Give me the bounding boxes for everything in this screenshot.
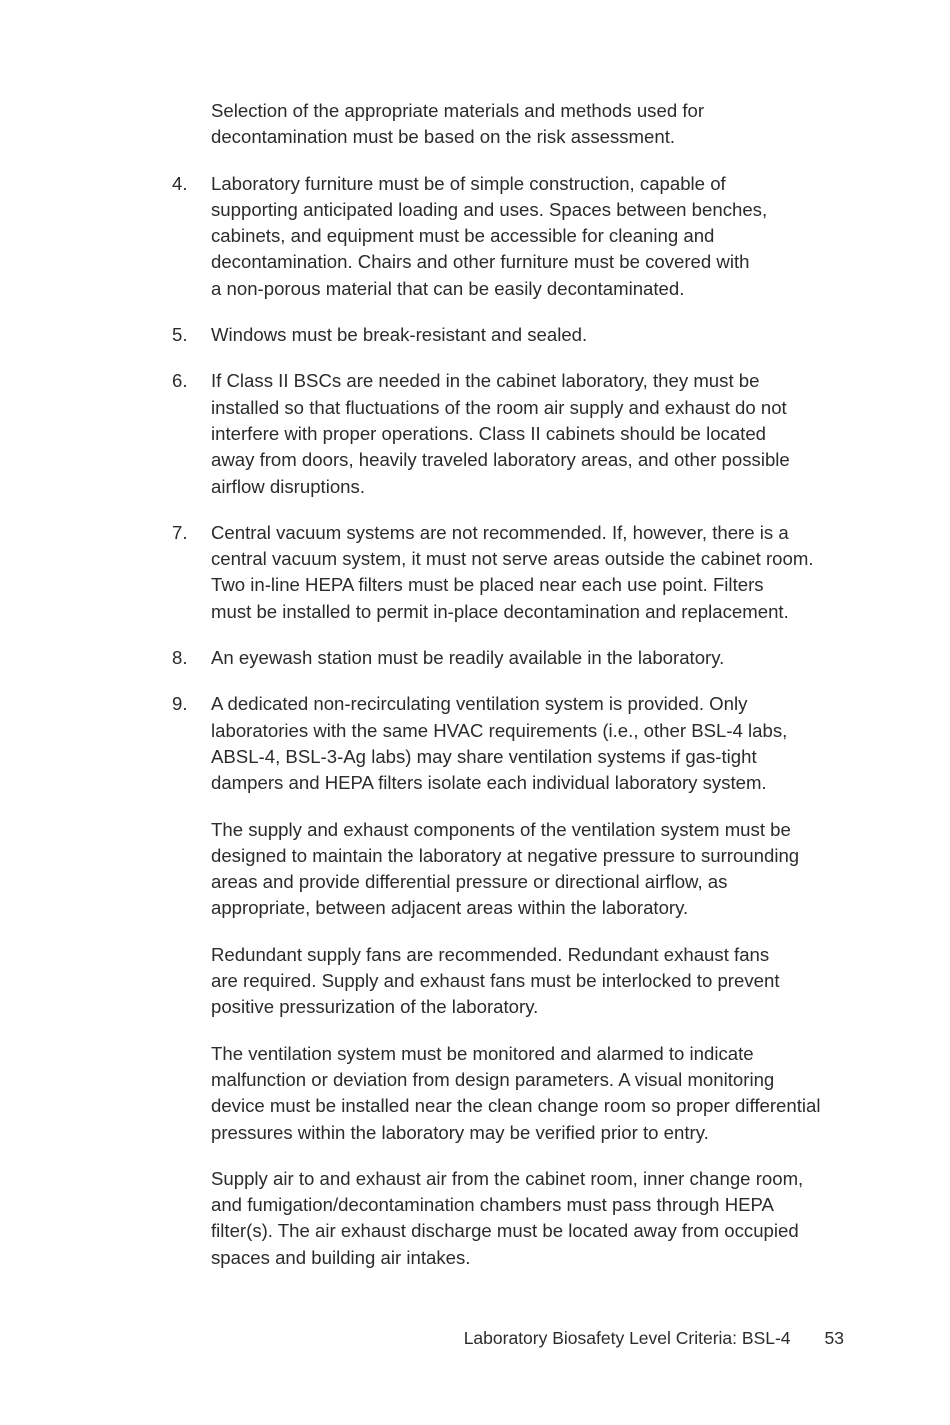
ventilation-pressure-paragraph: The supply and exhaust components of the ventilation system must be designed to maintain the laboratory at negative pressure to surrounding areas and provide differential pressure or directional airflow, as appropriate, between adjacent areas within the laboratory. xyxy=(211,818,800,919)
list-item-5 xyxy=(172,322,872,348)
list-item-text: A dedicated non-recirculating ventilation system is provided. Only laboratories with the same HVAC requirements (i.e., other BSL-4 labs, ABSL-4, BSL-3-Ag labs) may share ventilation systems if gas-tight dampers and HEPA filters isolate each individual laboratory system. xyxy=(211,693,788,794)
page-footer xyxy=(464,1326,844,1350)
list-item-9 xyxy=(172,691,872,796)
list-item-text: Windows must be break-resistant and sealed. xyxy=(211,324,588,346)
list-item-6 xyxy=(172,368,872,499)
list-item-number: 8. xyxy=(172,647,188,669)
list-item-text: An eyewash station must be readily available in the laboratory. xyxy=(211,647,725,669)
monitoring-alarm-paragraph: The ventilation system must be monitored and alarmed to indicate malfunction or deviation from design parameters. A visual monitoring device must be installed near the clean change room so proper differential pressures within the laboratory may be verified prior to entry. xyxy=(211,1042,821,1143)
list-item-text: Central vacuum systems are not recommended. If, however, there is a central vacuum system, it must not serve areas outside the cabinet room. Two in-line HEPA filters must be placed near each use point. Filters must be installed to permit in-place decontamination and replacement. xyxy=(211,521,814,622)
hepa-exhaust-paragraph: Supply air to and exhaust air from the cabinet room, inner change room, and fumigation/decontamination chambers must pass through HEPA filter(s). The air exhaust discharge must be located away from occupied spaces and building air intakes. xyxy=(211,1167,804,1268)
list-item-number: 7. xyxy=(172,521,188,543)
list-item-text: If Class II BSCs are needed in the cabinet laboratory, they must be installed so that fluctuations of the room air supply and exhaust do not interfere with proper operations. Class II cabinets should be located away from doors, heavily traveled laboratory areas, and other possible airflow disruptions. xyxy=(211,370,790,497)
list-item-4 xyxy=(172,171,872,302)
list-item-number: 4. xyxy=(172,172,188,194)
page-number: 53 xyxy=(824,1328,844,1348)
list-item-8 xyxy=(172,645,872,671)
list-item-7 xyxy=(172,520,872,625)
page-body xyxy=(172,98,872,1291)
list-item-number: 9. xyxy=(172,693,188,715)
running-title: Laboratory Biosafety Level Criteria: BSL-4 xyxy=(463,1328,791,1348)
list-item-number: 6. xyxy=(172,370,188,392)
list-item-number: 5. xyxy=(172,324,188,346)
list-item-text: Laboratory furniture must be of simple construction, capable of supporting anticipated loading and uses. Spaces between benches, cabinets, and equipment must be accessible for cleaning and decontamination. Chairs and other furniture must be covered with a non-porous material that can be easily decontaminated. xyxy=(211,172,768,299)
redundant-fans-paragraph: Redundant supply fans are recommended. Redundant exhaust fans are required. Supply and exhaust fans must be interlocked to prevent positive pressurization of the laboratory. xyxy=(211,943,780,1018)
intro-paragraph: Selection of the appropriate materials and methods used for decontamination must be based on the risk assessment. xyxy=(211,100,705,148)
